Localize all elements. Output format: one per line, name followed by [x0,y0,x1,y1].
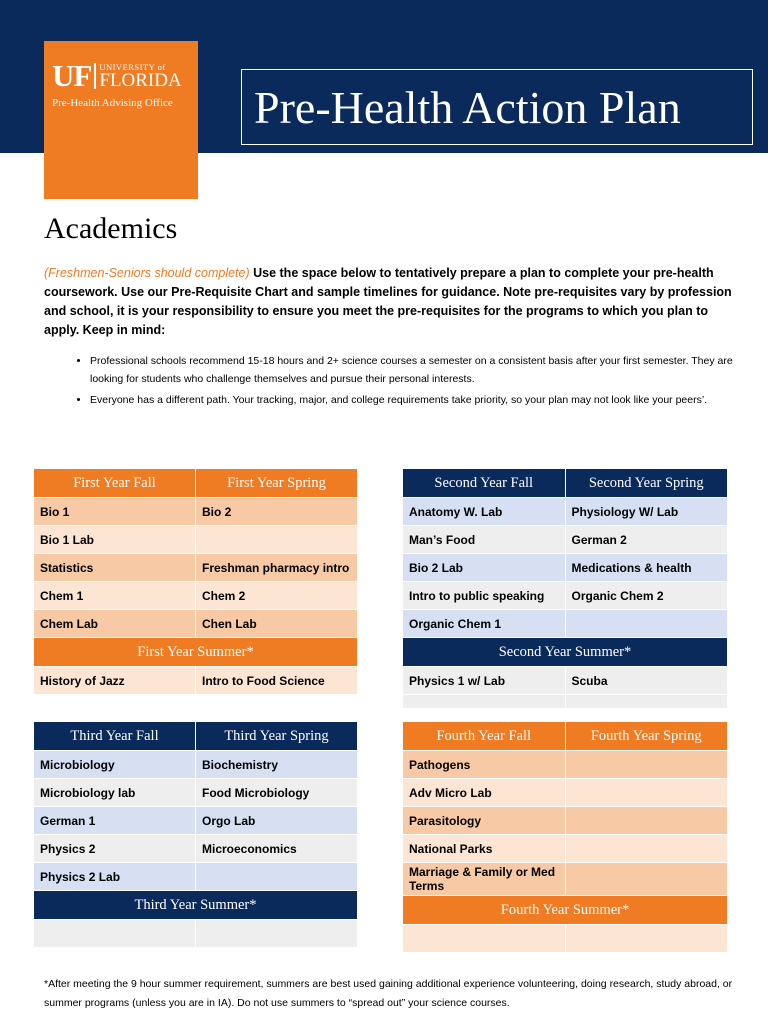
year4-header-row [403,722,728,751]
tip-item: • Everyone has a different path. Your tracking, major, and college requirements take priority, so your plan may not look like your peers’. [90,391,750,409]
fall-course-cell[interactable]: Organic Chem 1 [403,610,566,638]
year4-summer-header-row [403,896,728,925]
spring-course-cell[interactable]: Chem 2 [196,582,358,610]
summer-row [403,667,728,695]
logo-mark [52,58,182,93]
spring-course-cell[interactable]: Microeconomics [196,835,358,863]
year2-summer-header-row [403,638,728,667]
fall-course-cell[interactable]: Statistics [34,554,196,582]
fall-course-cell[interactable]: Bio 2 Lab [403,554,566,582]
year3-fall-header: Third Year Fall [34,722,196,751]
year2-summer-header: Second Year Summer* [403,638,728,667]
year4-spring-header: Fourth Year Spring [565,722,728,751]
table-row [403,498,728,526]
table-row [34,610,358,638]
summer-course-cell[interactable]: History of Jazz [34,667,196,695]
fall-course-cell[interactable]: Chem Lab [34,610,196,638]
intro-paragraph [44,264,734,340]
summer-course-cell[interactable] [565,925,728,953]
intro-text: Use the space below to tentatively prepare a plan to complete your pre-health coursework. Use our Pre-Requisite Chart and sample timelines for guidance. Note pre-requisites vary by profession and school, it is your responsibility to ensure you meet the pre-requisites for the programs to which you plan to apply. Keep in mind: [44,266,732,337]
table-row [403,807,728,835]
year3-table [33,721,358,948]
tip-item: • Professional schools recommend 15-18 hours and 2+ science courses a semester on a consistent basis after your first semester. They are looking for students who challenge themselves and pursue their personal interests. [90,352,750,388]
fall-course-cell[interactable]: Anatomy W. Lab [403,498,566,526]
year1-table [33,468,358,695]
summer-course-cell[interactable] [403,925,566,953]
spring-course-cell[interactable]: Biochemistry [196,751,358,779]
table-row [34,807,358,835]
fall-course-cell[interactable]: Parasitology [403,807,566,835]
fall-course-cell[interactable]: Man’s Food [403,526,566,554]
spring-course-cell[interactable] [565,751,728,779]
table-row [403,554,728,582]
table-row [403,610,728,638]
fall-course-cell[interactable]: German 1 [34,807,196,835]
fall-course-cell[interactable]: Microbiology [34,751,196,779]
table-row [34,779,358,807]
fall-course-cell[interactable]: Bio 1 [34,498,196,526]
section-title-academics: Academics [44,212,178,245]
table-row [403,779,728,807]
table-row [34,554,358,582]
table-row [34,526,358,554]
spring-course-cell[interactable] [565,835,728,863]
summer-course-cell[interactable]: Scuba [565,667,728,695]
table-row [34,835,358,863]
table-row [34,863,358,891]
spring-course-cell[interactable]: Freshman pharmacy intro [196,554,358,582]
fall-course-cell[interactable]: Physics 2 Lab [34,863,196,891]
year2-fall-header: Second Year Fall [403,469,566,498]
table-row [403,526,728,554]
year1-fall-header: First Year Fall [34,469,196,498]
year3-header-row [34,722,358,751]
fall-course-cell[interactable]: National Parks [403,835,566,863]
title-box [241,69,753,145]
summer-course-cell[interactable] [403,695,566,709]
tips-list [66,352,750,412]
table-row [403,835,728,863]
fall-course-cell[interactable]: Pathogens [403,751,566,779]
table-row [34,498,358,526]
summer-row [403,695,728,709]
spring-course-cell[interactable] [196,526,358,554]
year2-header-row [403,469,728,498]
summer-footnote: *After meeting the 9 hour summer requirement, summers are best used gaining additional experience volunteering, doing research, study abroad, or summer programs (unless you are in IA). Do not use summers to “spread out” your science courses. [44,978,733,1009]
table-row [34,582,358,610]
logo-office-text: Pre-Health Advising Office [52,97,173,109]
summer-course-cell[interactable] [565,695,728,709]
spring-course-cell[interactable]: Food Microbiology [196,779,358,807]
year1-header-row [34,469,358,498]
year4-fall-header: Fourth Year Fall [403,722,566,751]
year1-summer-header: First Year Summer* [34,638,358,667]
year2-spring-header: Second Year Spring [565,469,728,498]
page-title: Pre-Health Action Plan [254,81,681,133]
summer-course-cell[interactable] [196,920,358,948]
spring-course-cell[interactable]: Bio 2 [196,498,358,526]
logo-uf-text: UF [52,58,92,93]
summer-course-cell[interactable] [34,920,196,948]
fall-course-cell[interactable]: Bio 1 Lab [34,526,196,554]
spring-course-cell[interactable] [196,863,358,891]
table-row [403,863,728,896]
fall-course-cell[interactable]: Marriage & Family or Med Terms [403,863,566,896]
year1-summer-header-row [34,638,358,667]
table-row [403,751,728,779]
year3-summer-header-row [34,891,358,920]
year4-table [402,721,728,953]
summer-row [403,925,728,953]
spring-course-cell[interactable] [565,863,728,896]
fall-course-cell[interactable]: Adv Micro Lab [403,779,566,807]
year2-table [402,468,728,709]
fall-course-cell[interactable]: Chem 1 [34,582,196,610]
year4-summer-header: Fourth Year Summer* [403,896,728,925]
fall-course-cell[interactable]: Microbiology lab [34,779,196,807]
uf-logo [44,41,198,199]
spring-course-cell[interactable]: Organic Chem 2 [565,582,728,610]
spring-course-cell[interactable]: Physiology W/ Lab [565,498,728,526]
logo-words [99,63,181,90]
spring-course-cell[interactable]: German 2 [565,526,728,554]
spring-course-cell[interactable] [565,610,728,638]
logo-florida-text: FLORIDA [99,70,182,91]
spring-course-cell[interactable] [565,807,728,835]
spring-course-cell[interactable] [565,779,728,807]
year3-summer-header: Third Year Summer* [34,891,358,920]
summer-course-cell[interactable]: Physics 1 w/ Lab [403,667,566,695]
summer-course-cell[interactable]: Intro to Food Science [196,667,358,695]
spring-course-cell[interactable]: Chen Lab [196,610,358,638]
year1-spring-header: First Year Spring [196,469,358,498]
fall-course-cell[interactable]: Intro to public speaking [403,582,566,610]
spring-course-cell[interactable]: Medications & health [565,554,728,582]
logo-university-text: UNIVERSITY of [99,62,166,72]
summer-row [34,667,358,695]
intro-highlight: (Freshmen-Seniors should complete) [44,266,250,280]
summer-row [34,920,358,948]
table-row [403,582,728,610]
logo-divider [94,63,96,89]
year3-spring-header: Third Year Spring [196,722,358,751]
spring-course-cell[interactable]: Orgo Lab [196,807,358,835]
fall-course-cell[interactable]: Physics 2 [34,835,196,863]
table-row [34,751,358,779]
